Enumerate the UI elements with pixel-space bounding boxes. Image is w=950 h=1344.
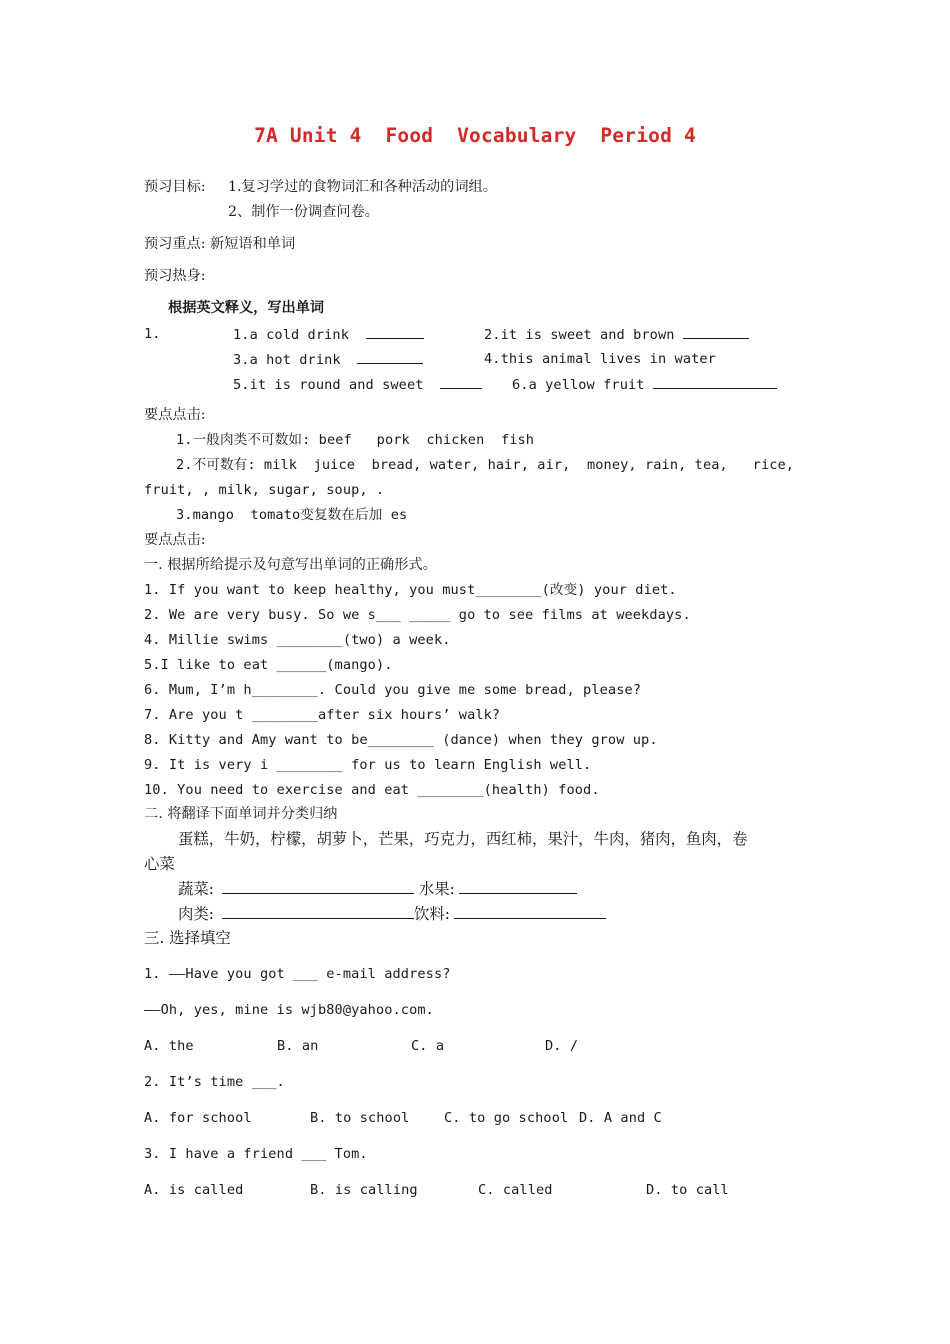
option-b[interactable]: B. to school: [310, 1110, 410, 1126]
part2-words: 蛋糕，牛奶，柠檬，胡萝卜，芒果，巧克力，西红柿，果汁，牛肉，猪肉，鱼肉，卷: [178, 830, 748, 848]
part1-question-9: 9. It is very i ________ for us to learn English well.: [144, 757, 592, 773]
page-title: 7A Unit 4 Food Vocabulary Period 4: [254, 124, 696, 147]
warmup-line: 预习热身:: [144, 268, 206, 284]
part3-question-1: 1. ——Have you got ___ e-mail address?: [144, 966, 451, 982]
definition-4: 4.this animal lives in water: [484, 351, 716, 367]
part2-heading: 二. 将翻译下面单词并分类归纳: [144, 806, 338, 822]
definitions-number: 1.: [144, 326, 161, 342]
part1-question-4: 4. Millie swims ________(two) a week.: [144, 632, 451, 648]
meat-blank[interactable]: [222, 904, 414, 919]
part1-question-6: 6. Mum, I’m h________. Could you give me some bread, please?: [144, 682, 642, 698]
definition-5: 5.it is round and sweet: [233, 374, 482, 395]
answer-blank[interactable]: [366, 324, 424, 339]
answer-blank[interactable]: [440, 374, 482, 389]
option-a[interactable]: A. is called: [144, 1182, 244, 1198]
part1-question-2: 2. We are very busy. So we s___ _____ go to see films at weekdays.: [144, 607, 691, 623]
answer-blank[interactable]: [357, 349, 423, 364]
section-heading: 根据英文释义，写出单词: [168, 300, 325, 316]
option-a[interactable]: A. the: [144, 1038, 194, 1054]
option-c[interactable]: C. called: [478, 1182, 553, 1198]
definition-3: 3.a hot drink: [233, 349, 423, 370]
goal-1: 1.复习学过的食物词汇和各种活动的词组。: [228, 179, 497, 195]
part1-question-7: 7. Are you t ________after six hours’ walk?: [144, 707, 501, 723]
key-points-label: 要点点击:: [144, 407, 206, 423]
part3-heading: 三. 选择填空: [144, 929, 231, 947]
part1-heading: 一. 根据所给提示及句意写出单词的正确形式。: [144, 557, 437, 573]
vegetables-row: 蔬菜: 水果:: [178, 879, 577, 899]
definition-2: 2.it is sweet and brown: [484, 324, 749, 345]
fruit-blank[interactable]: [459, 879, 577, 894]
key-point-2-cont: fruit, , milk, sugar, soup, .: [144, 482, 385, 498]
definition-1: 1.a cold drink: [233, 324, 424, 345]
option-d[interactable]: D. A and C: [579, 1110, 662, 1126]
key-point-1: 1.一般肉类不可数如: beef pork chicken fish: [176, 432, 535, 448]
goals-label: 预习目标:: [144, 179, 206, 195]
part2-words-cont: 心菜: [144, 855, 175, 873]
option-c[interactable]: C. a: [411, 1038, 445, 1054]
vegetables-blank[interactable]: [222, 879, 414, 894]
key-point-2: 2.不可数有: milk juice bread, water, hair, air, money, rain, tea, rice,: [176, 457, 795, 473]
focus-line: 预习重点: 新短语和单词: [144, 236, 296, 252]
part1-question-8: 8. Kitty and Amy want to be________ (dance) when they grow up.: [144, 732, 658, 748]
part1-question-5: 5.I like to eat ______(mango).: [144, 657, 393, 673]
goal-2: 2、制作一份调查问卷。: [228, 204, 379, 220]
drink-blank[interactable]: [454, 904, 606, 919]
option-d[interactable]: D. to call: [646, 1182, 729, 1198]
part1-question-1: 1. If you want to keep healthy, you must________(改变) your diet.: [144, 582, 677, 598]
answer-blank[interactable]: [653, 374, 777, 389]
meat-row: 肉类: 饮料:: [178, 904, 606, 924]
option-b[interactable]: B. is calling: [310, 1182, 418, 1198]
key-points-label-2: 要点点击:: [144, 532, 206, 548]
key-point-3: 3.mango tomato变复数在后加 es: [176, 507, 408, 523]
part3-question-1-reply: ——Oh, yes, mine is wjb80@yahoo.com.: [144, 1002, 434, 1018]
option-c[interactable]: C. to go school: [444, 1110, 569, 1126]
part1-question-10: 10. You need to exercise and eat ________(health) food.: [144, 782, 600, 798]
answer-blank[interactable]: [683, 324, 749, 339]
option-b[interactable]: B. an: [277, 1038, 319, 1054]
part3-question-3: 3. I have a friend ___ Tom.: [144, 1146, 368, 1162]
option-a[interactable]: A. for school: [144, 1110, 252, 1126]
definition-6: 6.a yellow fruit: [512, 374, 777, 395]
option-d[interactable]: D. /: [545, 1038, 579, 1054]
part3-question-2: 2. It’s time ___.: [144, 1074, 285, 1090]
